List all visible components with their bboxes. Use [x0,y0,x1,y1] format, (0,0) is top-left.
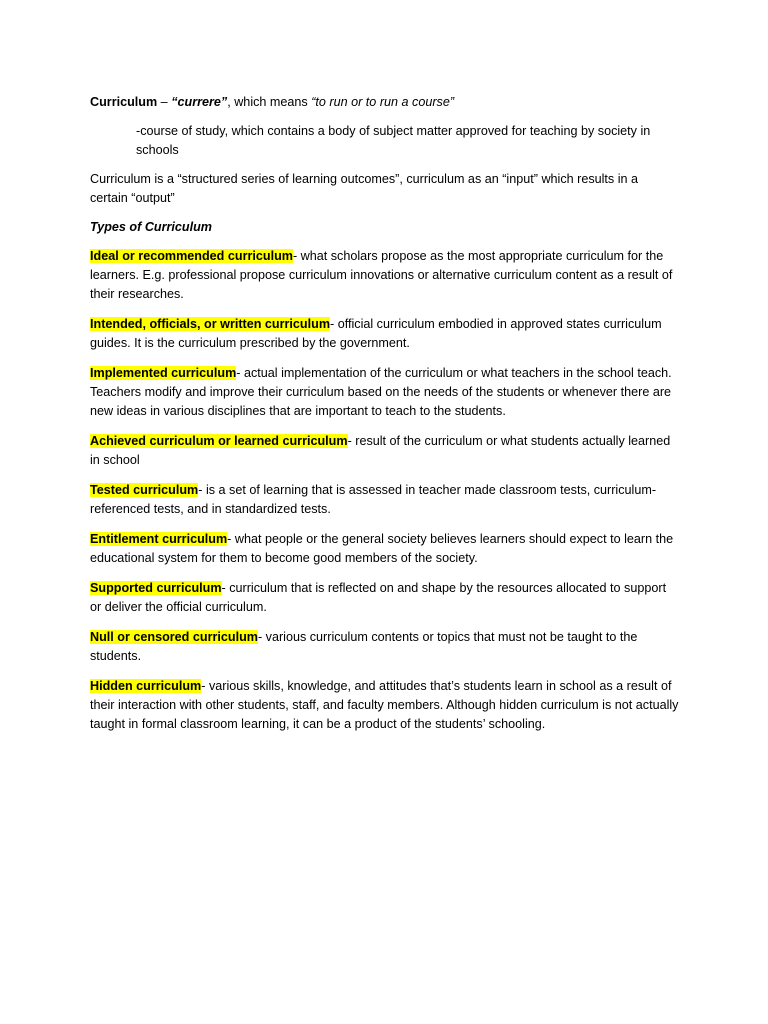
type-entry-supported [90,579,679,617]
type-description: - curriculum that is reflected on and shape by the resources allocated to support or deliver the official curriculum. [90,581,667,614]
type-description: - result of the curriculum or what students actually learned in school [90,434,671,467]
type-entry-entitlement [90,530,679,568]
type-description: - various skills, knowledge, and attitudes that’s students learn in school as a result of their interaction with other students, staff, and faculty members. Although hidden curriculum is not actually taught in formal classroom learning, it can be a product of the students’ schooling. [90,679,679,731]
type-description: - what scholars propose as the most appropriate curriculum for the learners. E.g. professional propose curriculum innovations or alternative curriculum content as a result of their researches. [90,249,673,301]
type-name: Hidden curriculum [90,679,202,693]
curriculum-definition: Curriculum is a “structured series of learning outcomes”, curriculum as an “input” which results in a certain “output” [90,172,639,205]
intro-line [90,93,679,112]
type-name: Entitlement curriculum [90,532,228,546]
type-description: - actual implementation of the curriculum or what teachers in the school teach. Teachers modify and improve their curriculum based on the needs of the students or whenever there are new ideas in various disciplines that are important to teach to the students. [90,366,672,418]
types-heading: Types of Curriculum [90,220,212,234]
type-entry-ideal [90,247,679,304]
type-name: Achieved curriculum or learned curriculum [90,434,348,448]
intro-dash: – [157,95,172,109]
type-entry-intended [90,315,679,353]
type-name: Ideal or recommended curriculum [90,249,293,263]
term-curriculum: Curriculum [90,95,158,109]
type-description: - what people or the general society believes learners should expect to learn the educational system for them to become good members of the society. [90,532,674,565]
type-entry-null [90,628,679,666]
types-list [90,247,679,734]
type-entry-tested [90,481,679,519]
type-name: Intended, officials, or written curriculum [90,317,331,331]
course-of-study-line: -course of study, which contains a body of subject matter approved for teaching by society in schools [136,124,651,157]
type-description: - various curriculum contents or topics that must not be taught to the students. [90,630,638,663]
type-entry-achieved [90,432,679,470]
term-meaning: “to run or to run a course” [311,95,455,109]
type-name: Implemented curriculum [90,366,237,380]
type-entry-hidden [90,677,679,734]
type-description: - is a set of learning that is assessed in teacher made classroom tests, curriculum-referenced tests, and in standardized tests. [90,483,657,516]
type-description: - official curriculum embodied in approved states curriculum guides. It is the curriculum prescribed by the government. [90,317,662,350]
type-entry-implemented [90,364,679,421]
type-name: Null or censored curriculum [90,630,258,644]
type-name: Tested curriculum [90,483,199,497]
term-origin: “currere” [171,95,228,109]
type-name: Supported curriculum [90,581,222,595]
intro-means: , which means [227,95,312,109]
